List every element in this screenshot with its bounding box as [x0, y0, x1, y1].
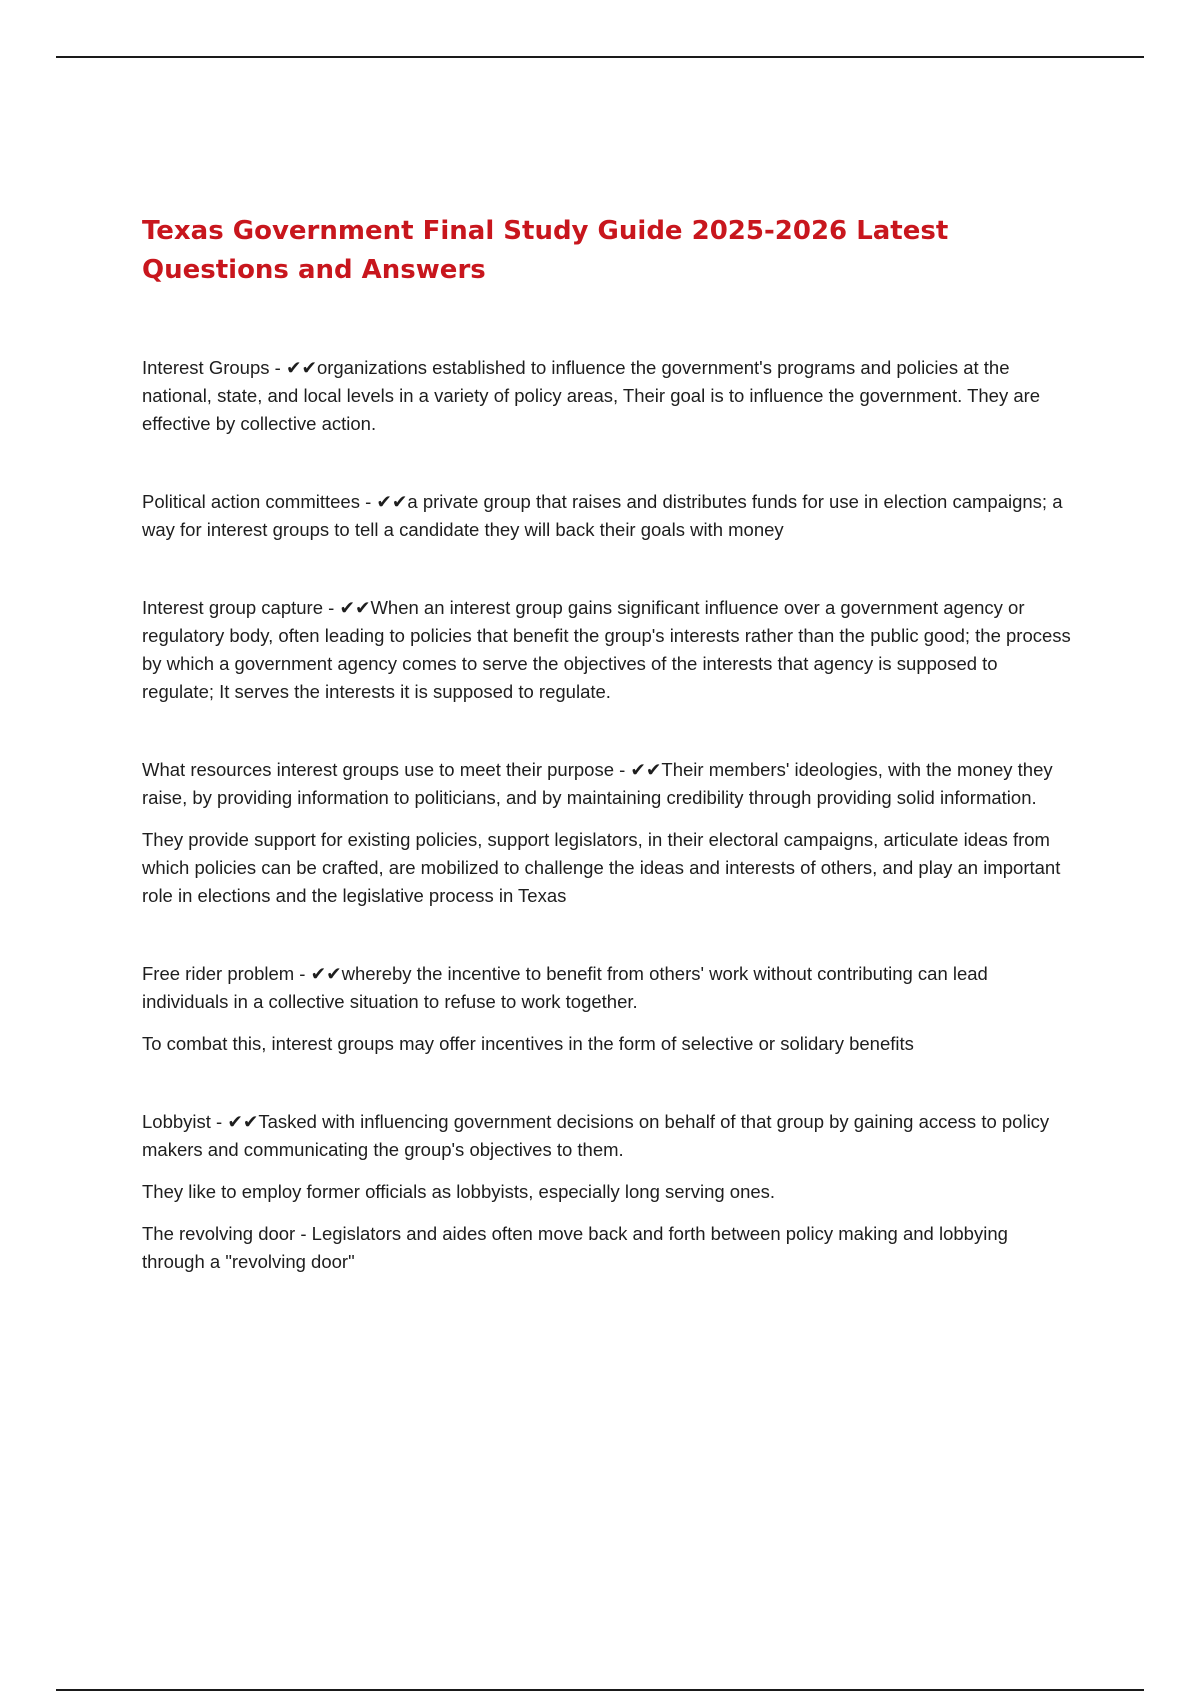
qa-paragraph: Interest group capture - ✔✔When an interest group gains significant influence over a government agency or regulatory body, often leading to policies that benefit the group's interests rather than the public good; the process by which a government agency comes to serve the objectives of the interests that agency is supposed to regulate; It serves the interests it is supposed to regulate. — [142, 597, 1071, 702]
qa-entry-resources — [142, 756, 1072, 910]
qa-entry-free-rider-problem — [142, 960, 1072, 1058]
document-body — [142, 212, 1072, 1326]
qa-paragraph: Lobbyist - ✔✔Tasked with influencing government decisions on behalf of that group by gaining access to policy makers and communicating the group's objectives to them. — [142, 1111, 1050, 1160]
qa-paragraph: To combat this, interest groups may offer incentives in the form of selective or solidary benefits — [142, 1033, 914, 1054]
qa-entry-interest-group-capture — [142, 594, 1072, 706]
qa-paragraph: Free rider problem - ✔✔whereby the incentive to benefit from others' work without contributing can lead individuals in a collective situation to refuse to work together. — [142, 963, 988, 1012]
bottom-divider — [56, 1689, 1144, 1691]
qa-paragraph: The revolving door - Legislators and aides often move back and forth between policy making and lobbying through a "revolving door" — [142, 1223, 1008, 1272]
qa-paragraph: They provide support for existing policies, support legislators, in their electoral campaigns, articulate ideas from which policies can be crafted, are mobilized to challenge the ideas and interests of others, and play an important role in elections and the legislative process in Texas — [142, 829, 1061, 906]
qa-entry-lobbyist — [142, 1108, 1072, 1276]
top-divider — [56, 56, 1144, 58]
document-title: Texas Government Final Study Guide 2025-2026 Latest Questions and Answers — [142, 216, 949, 285]
qa-paragraph: Political action committees - ✔✔a private group that raises and distributes funds for use in election campaigns; a way for interest groups to tell a candidate they will back their goals with money — [142, 491, 1063, 540]
qa-entry-political-action-committees — [142, 488, 1072, 544]
qa-paragraph: They like to employ former officials as lobbyists, especially long serving ones. — [142, 1181, 776, 1202]
qa-paragraph: What resources interest groups use to meet their purpose - ✔✔Their members' ideologies, with the money they raise, by providing information to politicians, and by maintaining credibility through providing solid information. — [142, 759, 1053, 808]
qa-paragraph: Interest Groups - ✔✔organizations established to influence the government's programs and policies at the national, state, and local levels in a variety of policy areas, Their goal is to influence the government. They are effective by collective action. — [142, 357, 1041, 434]
qa-entry-interest-groups — [142, 354, 1072, 438]
